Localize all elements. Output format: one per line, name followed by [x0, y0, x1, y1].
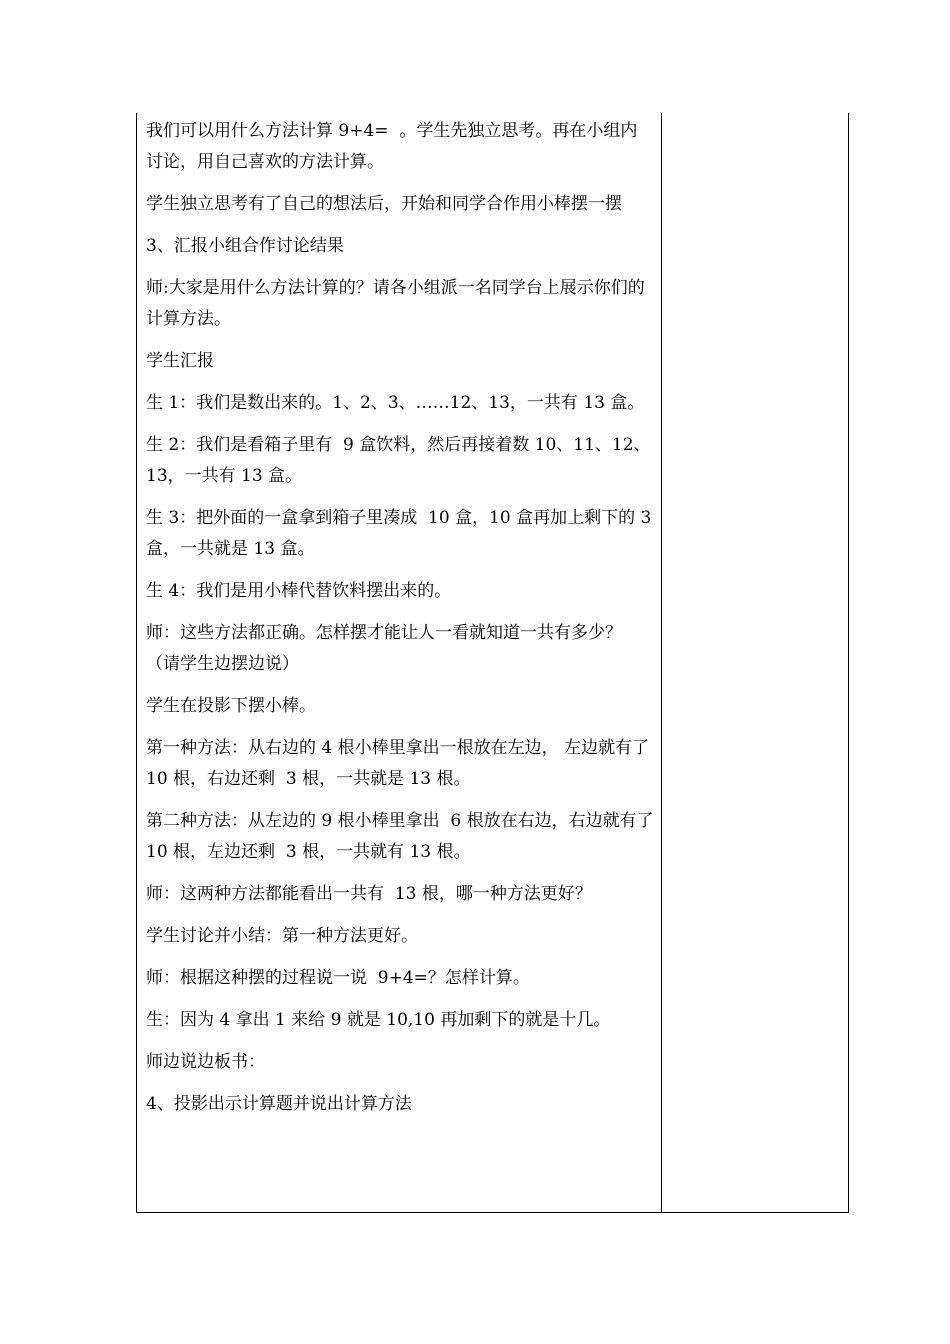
paragraph-step-3-heading: 3、汇报小组合作讨论结果 — [146, 236, 344, 256]
paragraph-board-writing: 师边说边板书： — [146, 1052, 265, 1072]
paragraph-method-1: 第一种方法：从右边的 4 根小棒里拿出一根放在左边， 左边就有了 10 根，右边还剩 3 根，一共就是 13 根。 — [146, 738, 655, 789]
paragraph-method-2: 第二种方法：从左边的 9 根小棒里拿出 6 根放在右边，右边就有了 10 根，左边还剩 3 根，一共就有 13 根。 — [146, 811, 660, 862]
paragraph-student-sticks: 学生独立思考有了自己的想法后，开始和同学合作用小棒摆一摆 — [146, 194, 622, 214]
paragraph-student-report: 学生汇报 — [146, 351, 214, 371]
paragraph-student-3: 生 3：把外面的一盒拿到箱子里凑成 10 盒，10 盒再加上剩下的 3 盒，一共就是 13 盒。 — [146, 508, 657, 559]
paragraph-student-reason: 生：因为 4 拿出 1 来给 9 就是 10,10 再加剩下的就是十几。 — [146, 1010, 611, 1030]
paragraph-teacher-compare: 师：这两种方法都能看出一共有 13 根，哪一种方法更好？ — [146, 884, 592, 904]
column-divider — [661, 113, 662, 1213]
paragraph-student-1: 生 1：我们是数出来的。1、2、3、……12、13，一共有 13 盒。 — [146, 393, 645, 413]
paragraph-student-4: 生 4：我们是用小棒代替饮料摆出来的。 — [146, 581, 452, 601]
paragraph-projection: 学生在投影下摆小棒。 — [146, 696, 316, 716]
paragraph-teacher-confirm: 师：这些方法都正确。怎样摆才能让人一看就知道一共有多少？（请学生边摆边说） — [146, 623, 622, 674]
paragraph-teacher-explain: 师：根据这种摆的过程说一说 9+4=？怎样计算。 — [146, 968, 530, 988]
paragraph-student-2: 生 2：我们是看箱子里有 9 盒饮料，然后再接着数 10、11、12、13，一共有 13 盒。 — [146, 435, 651, 486]
paragraph-summary: 学生讨论并小结：第一种方法更好。 — [146, 926, 418, 946]
paragraph-step-4-heading: 4、投影出示计算题并说出计算方法 — [146, 1094, 412, 1114]
paragraph-teacher-ask: 师:大家是用什么方法计算的？请各小组派一名同学台上展示你们的计算方法。 — [146, 278, 645, 329]
teaching-process-cell — [146, 116, 660, 1131]
paragraph-method-question: 我们可以用什么方法计算 9+4= 。学生先独立思考。再在小组内讨论，用自己喜欢的方法计算。 — [146, 121, 638, 172]
